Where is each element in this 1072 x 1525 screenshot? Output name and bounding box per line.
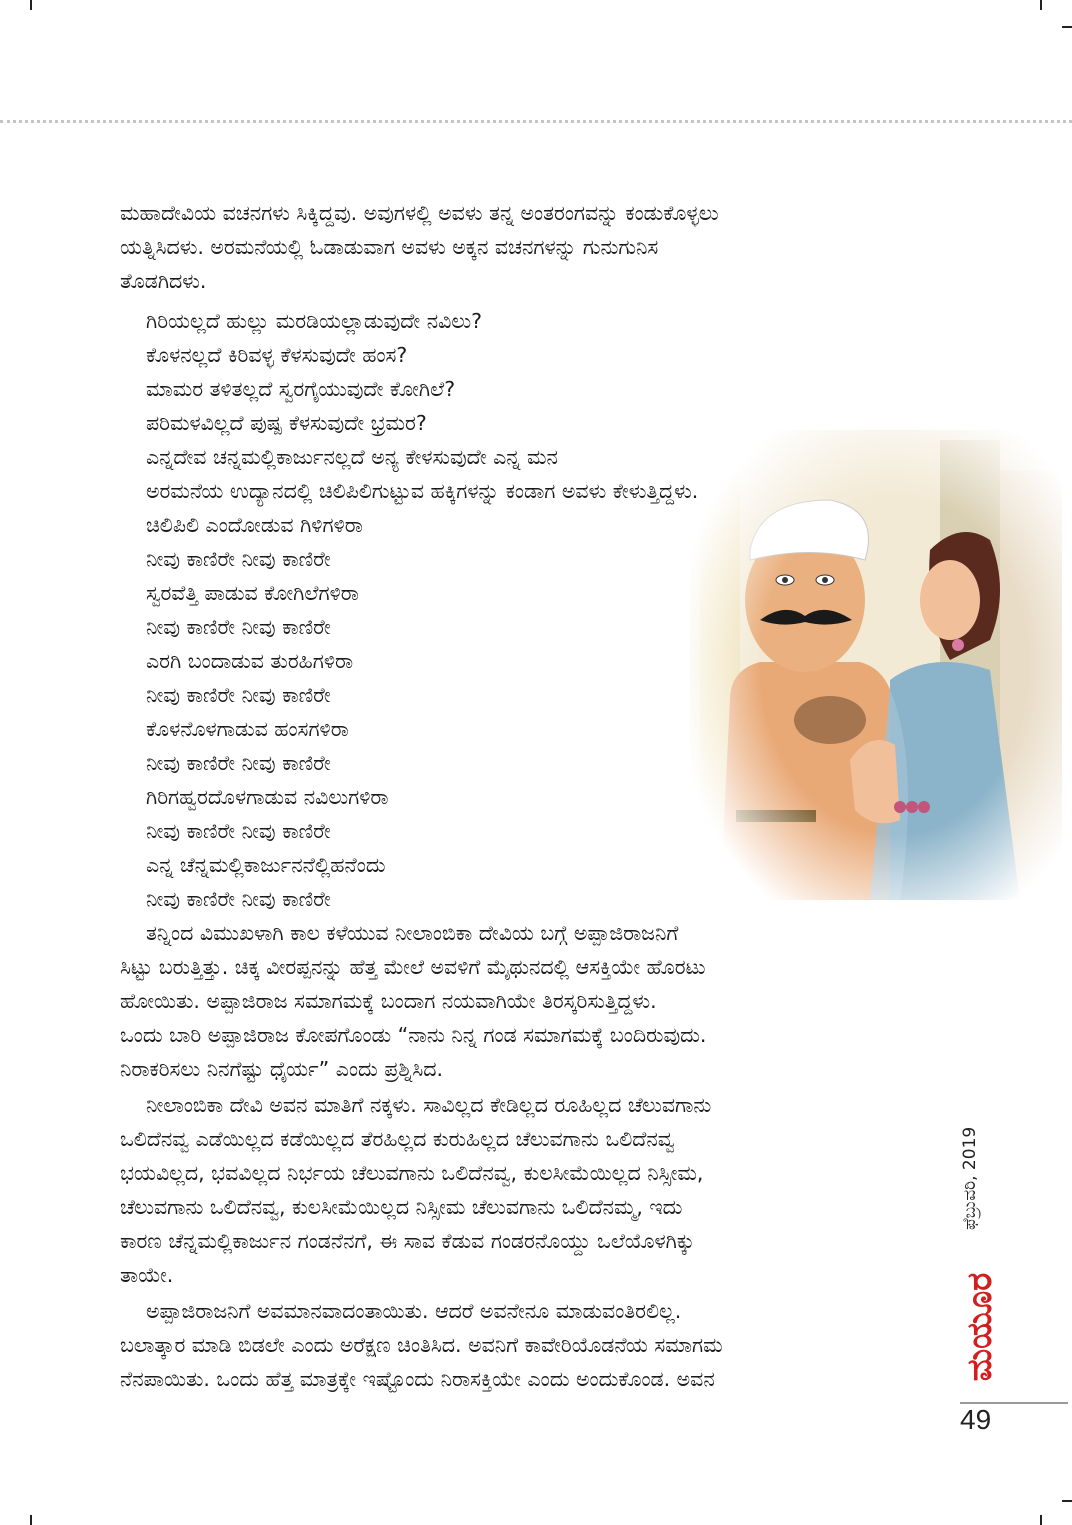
body-line: ಚೆಲುವಗಾನು ಒಲಿದೆನವ್ವ, ಕುಲಸೀಮೆಯಿಲ್ಲದ ನಿಸ್ಸೀಮ ಚೆಲುವಗಾನು ಒಲಿದೆನಮ್ಮ, ಇದು bbox=[120, 1195, 683, 1219]
verse-line: ಎನ್ನದೇವ ಚನ್ನಮಲ್ಲಿಕಾರ್ಜುನಲ್ಲದೆ ಅನ್ಯ ಕೇಳಸುವುದೇ ಎನ್ನ ಮನ bbox=[146, 445, 558, 469]
body-line: ಬಲಾತ್ಕಾರ ಮಾಡಿ ಬಿಡಲೇ ಎಂದು ಅರೆಕ್ಷಣ ಚಿಂತಿಸಿದ. ಅವನಿಗೆ ಕಾವೇರಿಯೊಡನೆಯ ಸಮಾಗಮ bbox=[120, 1333, 723, 1357]
crop-mark bbox=[1062, 1500, 1072, 1502]
verse-line: ಕೊಳನಲ್ಲದೆ ಕಿರಿವಳ್ಳ ಕೆಳಸುವುದೇ ಹಂಸ? bbox=[146, 343, 408, 367]
page-number: 49 bbox=[960, 1404, 992, 1435]
crop-mark bbox=[30, 1515, 32, 1525]
body-line: ಅಪ್ಪಾಜಿರಾಜನಿಗೆ ಅವಮಾನವಾದಂತಾಯಿತು. ಆದರೆ ಅವನೇನೂ ಮಾಡುವಂತಿರಲಿಲ್ಲ. bbox=[146, 1299, 682, 1323]
verse-line: ಕೊಳನೊಳಗಾಡುವ ಹಂಸಗಳಿರಾ bbox=[146, 717, 349, 741]
body-line: ಅರಮನೆಯ ಉದ್ಯಾನದಲ್ಲಿ ಚಿಲಿಪಿಲಿಗುಟ್ಟುವ ಹಕ್ಕಿಗಳನ್ನು ಕಂಡಾಗ ಅವಳು ಕೇಳುತ್ತಿದ್ದಳು. bbox=[146, 479, 699, 503]
body-line: ತೊಡಗಿದಳು. bbox=[120, 269, 207, 293]
body-line: ಮಹಾದೇವಿಯ ವಚನಗಳು ಸಿಕ್ಕಿದ್ದವು. ಅವುಗಳಲ್ಲಿ ಅವಳು ತನ್ನ ಅಂತರಂಗವನ್ನು ಕಂಡುಕೊಳ್ಳಲು bbox=[120, 201, 719, 225]
body-line: ಒಲಿದೆನವ್ವ ಎಡೆಯಿಲ್ಲದ ಕಡೆಯಿಲ್ಲದ ತೆರಹಿಲ್ಲದ ಕುರುಹಿಲ್ಲದ ಚೆಲುವಗಾನು ಒಲಿದೆನವ್ವ bbox=[120, 1127, 675, 1151]
body-line: ತಾಯೇ. bbox=[120, 1263, 174, 1287]
verse-line: ನೀವು ಕಾಣಿರೇ ನೀವು ಕಾಣಿರೇ bbox=[146, 547, 331, 571]
verse-line: ನೀವು ಕಾಣಿರೇ ನೀವು ಕಾಣಿರೇ bbox=[146, 615, 331, 639]
body-line: ಕಾರಣ ಚೆನ್ನಮಲ್ಲಿಕಾರ್ಜುನ ಗಂಡನೆನಗೆ, ಈ ಸಾವ ಕೆಡುವ ಗಂಡರನೊಯ್ದು ಒಲೆಯೊಳಗಿಕ್ಕು bbox=[120, 1229, 695, 1253]
body-line: ಹೋಯಿತು. ಅಪ್ಪಾಜಿರಾಜ ಸಮಾಗಮಕ್ಕೆ ಬಂದಾಗ ನಯವಾಗಿಯೇ ತಿರಸ್ಕರಿಸುತ್ತಿದ್ದಳು. bbox=[120, 989, 657, 1013]
verse-line: ನೀವು ಕಾಣಿರೇ ನೀವು ಕಾಣಿರೇ bbox=[146, 751, 331, 775]
verse-line: ಎನ್ನ ಚೆನ್ನಮಲ್ಲಿಕಾರ್ಜುನನೆಲ್ಲಿಹನೆಂದು bbox=[146, 853, 386, 877]
crop-mark bbox=[1040, 0, 1042, 10]
verse-line: ಗಿರಿಯಲ್ಲದೆ ಹುಲ್ಲು ಮರಡಿಯಲ್ಲಾಡುವುದೇ ನವಿಲು? bbox=[146, 309, 483, 333]
verse-line: ಸ್ವರವೆತ್ತಿ ಪಾಡುವ ಕೋಗಿಲೆಗಳಿರಾ bbox=[146, 581, 359, 605]
verse-line: ನೀವು ಕಾಣಿರೇ ನೀವು ಕಾಣಿರೇ bbox=[146, 887, 331, 911]
body-line: ಯತ್ನಿಸಿದಳು. ಅರಮನೆಯಲ್ಲಿ ಓಡಾಡುವಾಗ ಅವಳು ಅಕ್ಕನ ವಚನಗಳನ್ನು ಗುನುಗುನಿಸ bbox=[120, 235, 659, 259]
verse-line: ಎರಗಿ ಬಂದಾಡುವ ತುರಹಿಗಳಿರಾ bbox=[146, 649, 354, 673]
verse-line: ಮಾಮರ ತಳಿತಲ್ಲದೆ ಸ್ವರಗೈಯುವುದೇ ಕೋಗಿಲೆ? bbox=[146, 377, 456, 401]
header-dotted-rule bbox=[0, 120, 1072, 123]
body-line: ನಿರಾಕರಿಸಲು ನಿನಗೆಷ್ಟು ಧೈರ್ಯ” ಎಂದು ಪ್ರಶ್ನಿಸಿದ. bbox=[120, 1057, 444, 1081]
body-line: ಸಿಟ್ಟು ಬರುತ್ತಿತ್ತು. ಚಿಕ್ಕ ವೀರಪ್ಪನನ್ನು ಹೆತ್ತ ಮೇಲೆ ಅವಳಿಗೆ ಮೈಥುನದಲ್ಲಿ ಆಸಕ್ತಿಯೇ ಹೊರಟು bbox=[120, 955, 706, 979]
story-illustration bbox=[690, 430, 1062, 900]
verse-line: ಗಿರಿಗಹ್ವರದೊಳಗಾಡುವ ನವಿಲುಗಳಿರಾ bbox=[146, 785, 389, 809]
body-line: ಭಯವಿಲ್ಲದ, ಭವವಿಲ್ಲದ ನಿರ್ಭಯ ಚೆಲುವಗಾನು ಒಲಿದೆನವ್ವ, ಕುಲಸೀಮೆಯಿಲ್ಲದ ನಿಸ್ಸೀಮ, bbox=[120, 1161, 704, 1185]
crop-mark bbox=[30, 0, 32, 10]
magazine-brand bbox=[958, 1252, 1002, 1402]
crop-mark bbox=[1062, 26, 1072, 28]
issue-date: ಫೆಬ್ರುವರಿ, 2019 bbox=[960, 1126, 980, 1230]
crop-mark bbox=[1040, 1515, 1042, 1525]
verse-line: ನೀವು ಕಾಣಿರೇ ನೀವು ಕಾಣಿರೇ bbox=[146, 683, 331, 707]
body-line: ತನ್ನಿಂದ ವಿಮುಖಳಾಗಿ ಕಾಲ ಕಳೆಯುವ ನೀಲಾಂಬಿಕಾ ದೇವಿಯ ಬಗ್ಗೆ ಅಪ್ಪಾಜಿರಾಜನಿಗೆ bbox=[146, 921, 679, 945]
brand-logo: ಮಯೂರ bbox=[960, 1272, 1000, 1382]
body-line: ನೆನಪಾಯಿತು. ಒಂದು ಹೆತ್ತ ಮಾತ್ರಕ್ಕೇ ಇಷ್ಟೊಂದು ನಿರಾಸಕ್ತಿಯೇ ಎಂದು ಅಂದುಕೊಂಡ. ಅವನ bbox=[120, 1367, 715, 1391]
verse-line: ನೀವು ಕಾಣಿರೇ ನೀವು ಕಾಣಿರೇ bbox=[146, 819, 331, 843]
body-line: ಒಂದು ಬಾರಿ ಅಪ್ಪಾಜಿರಾಜ ಕೋಪಗೊಂಡು “ನಾನು ನಿನ್ನ ಗಂಡ ಸಮಾಗಮಕ್ಕೆ ಬಂದಿರುವುದು. bbox=[120, 1023, 707, 1047]
verse-line: ಚಿಲಿಪಿಲಿ ಎಂದೋಡುವ ಗಿಳಿಗಳಿರಾ bbox=[146, 513, 363, 537]
body-line: ನೀಲಾಂಬಿಕಾ ದೇವಿ ಅವನ ಮಾತಿಗೆ ನಕ್ಕಳು. ಸಾವಿಲ್ಲದ ಕೇಡಿಲ್ಲದ ರೂಹಿಲ್ಲದ ಚೆಲುವಗಾನು bbox=[146, 1093, 712, 1117]
verse-line: ಪರಿಮಳವಿಲ್ಲದೆ ಪುಷ್ಪ ಕೆಳಸುವುದೇ ಭ್ರಮರ? bbox=[146, 411, 427, 435]
